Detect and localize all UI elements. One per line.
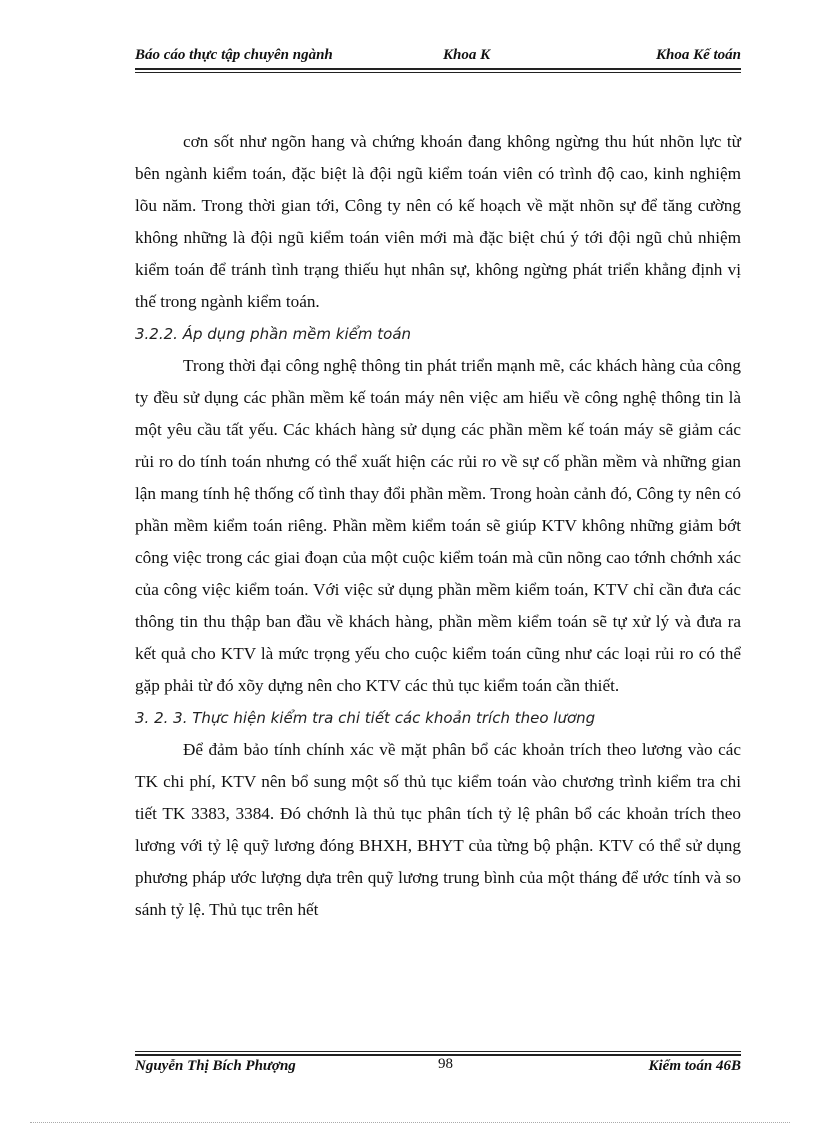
paragraph-1: cơn sốt như ngõn hang và chứng khoán đang không ngừng thu hút nhõn lực từ bên ngành kiểm toán, đặc biệt là đội ngũ kiểm toán viên có trình độ cao, kinh nghiệm lõu năm. Trong thời gian tới, Công ty nên có kế hoạch về mặt nhõn sự để tăng cường không những là đội ngũ kiểm toán viên mới mà đặc biệt chú ý tới đội ngũ chủ nhiệm kiểm toán để tránh tình trạng thiếu hụt nhân sự, không ngừng phát triển khẳng định vị thế trong ngành kiểm toán. (135, 132, 741, 311)
section-heading-3-2-3: 3. 2. 3. Thực hiện kiểm tra chi tiết các khoản trích theo lương (135, 709, 596, 727)
paragraph-3: Để đảm bảo tính chính xác về mặt phân bổ các khoản trích theo lương vào các TK chi phí, KTV nên bổ sung một số thủ tục kiểm toán vào chương trình kiểm tra chi tiết TK 3383, 3384. Đó chớnh là thủ tục phân tích tỷ lệ phân bổ các khoản trích theo lương với tỷ lệ quỹ lương đóng BHXH, BHYT của từng bộ phận. KTV có thể sử dụng phương pháp ước lượng dựa trên quỹ lương trung bình của một tháng để ước tính và so sánh tỷ lệ. Thủ tục trên hết (135, 740, 741, 919)
page-body (135, 126, 741, 926)
footer-rule-thin (135, 1051, 741, 1052)
header-report-title: Báo cáo thực tập chuyên ngành (135, 47, 333, 63)
header-faculty: Khoa Kế toán (655, 47, 741, 63)
section-heading-3-2-2: 3.2.2. Áp dụng phần mềm kiểm toán (135, 325, 412, 343)
header-faculty-short: Khoa K (443, 47, 491, 63)
paragraph-2: Trong thời đại công nghệ thông tin phát triển mạnh mẽ, các khách hàng của công ty đều sử dụng các phần mềm kế toán máy nên việc am hiểu về công nghệ thông tin là một yêu cầu tất yếu. Các khách hàng sử dụng các phần mềm kế toán máy sẽ giảm các rủi ro do tính toán nhưng có thể xuất hiện các rủi ro về sự cố phần mềm và những gian lận mang tính hệ thống cố tình thay đổi phần mềm. Trong hoàn cảnh đó, Công ty nên có phần mềm kiểm toán riêng. Phần mềm kiểm toán sẽ giúp KTV không những giảm bớt công việc trong các giai đoạn của một cuộc kiểm toán mà cũn nõng cao tớnh chớnh xác của công việc kiểm toán. Với việc sử dụng phần mềm kiểm toán, KTV chỉ cần đưa các thông tin thu thập ban đầu về khách hàng, phần mềm kiểm toán sẽ tự xử lý và đưa ra kết quả cho KTV là mức trọng yếu cho cuộc kiểm toán cũng như các loại rủi ro có thể gặp phải từ đó xõy dựng nên cho KTV các thủ tục kiểm toán cần thiết. (135, 356, 741, 695)
page-footer (135, 1058, 741, 1080)
header-rule-thick (135, 68, 741, 70)
page-number: 98 (438, 1056, 453, 1072)
footer-author: Nguyễn Thị Bích Phượng (135, 1058, 296, 1074)
footer-class: Kiểm toán 46B (648, 1058, 741, 1074)
header-rule-thin (135, 72, 741, 73)
page-header (135, 47, 741, 67)
